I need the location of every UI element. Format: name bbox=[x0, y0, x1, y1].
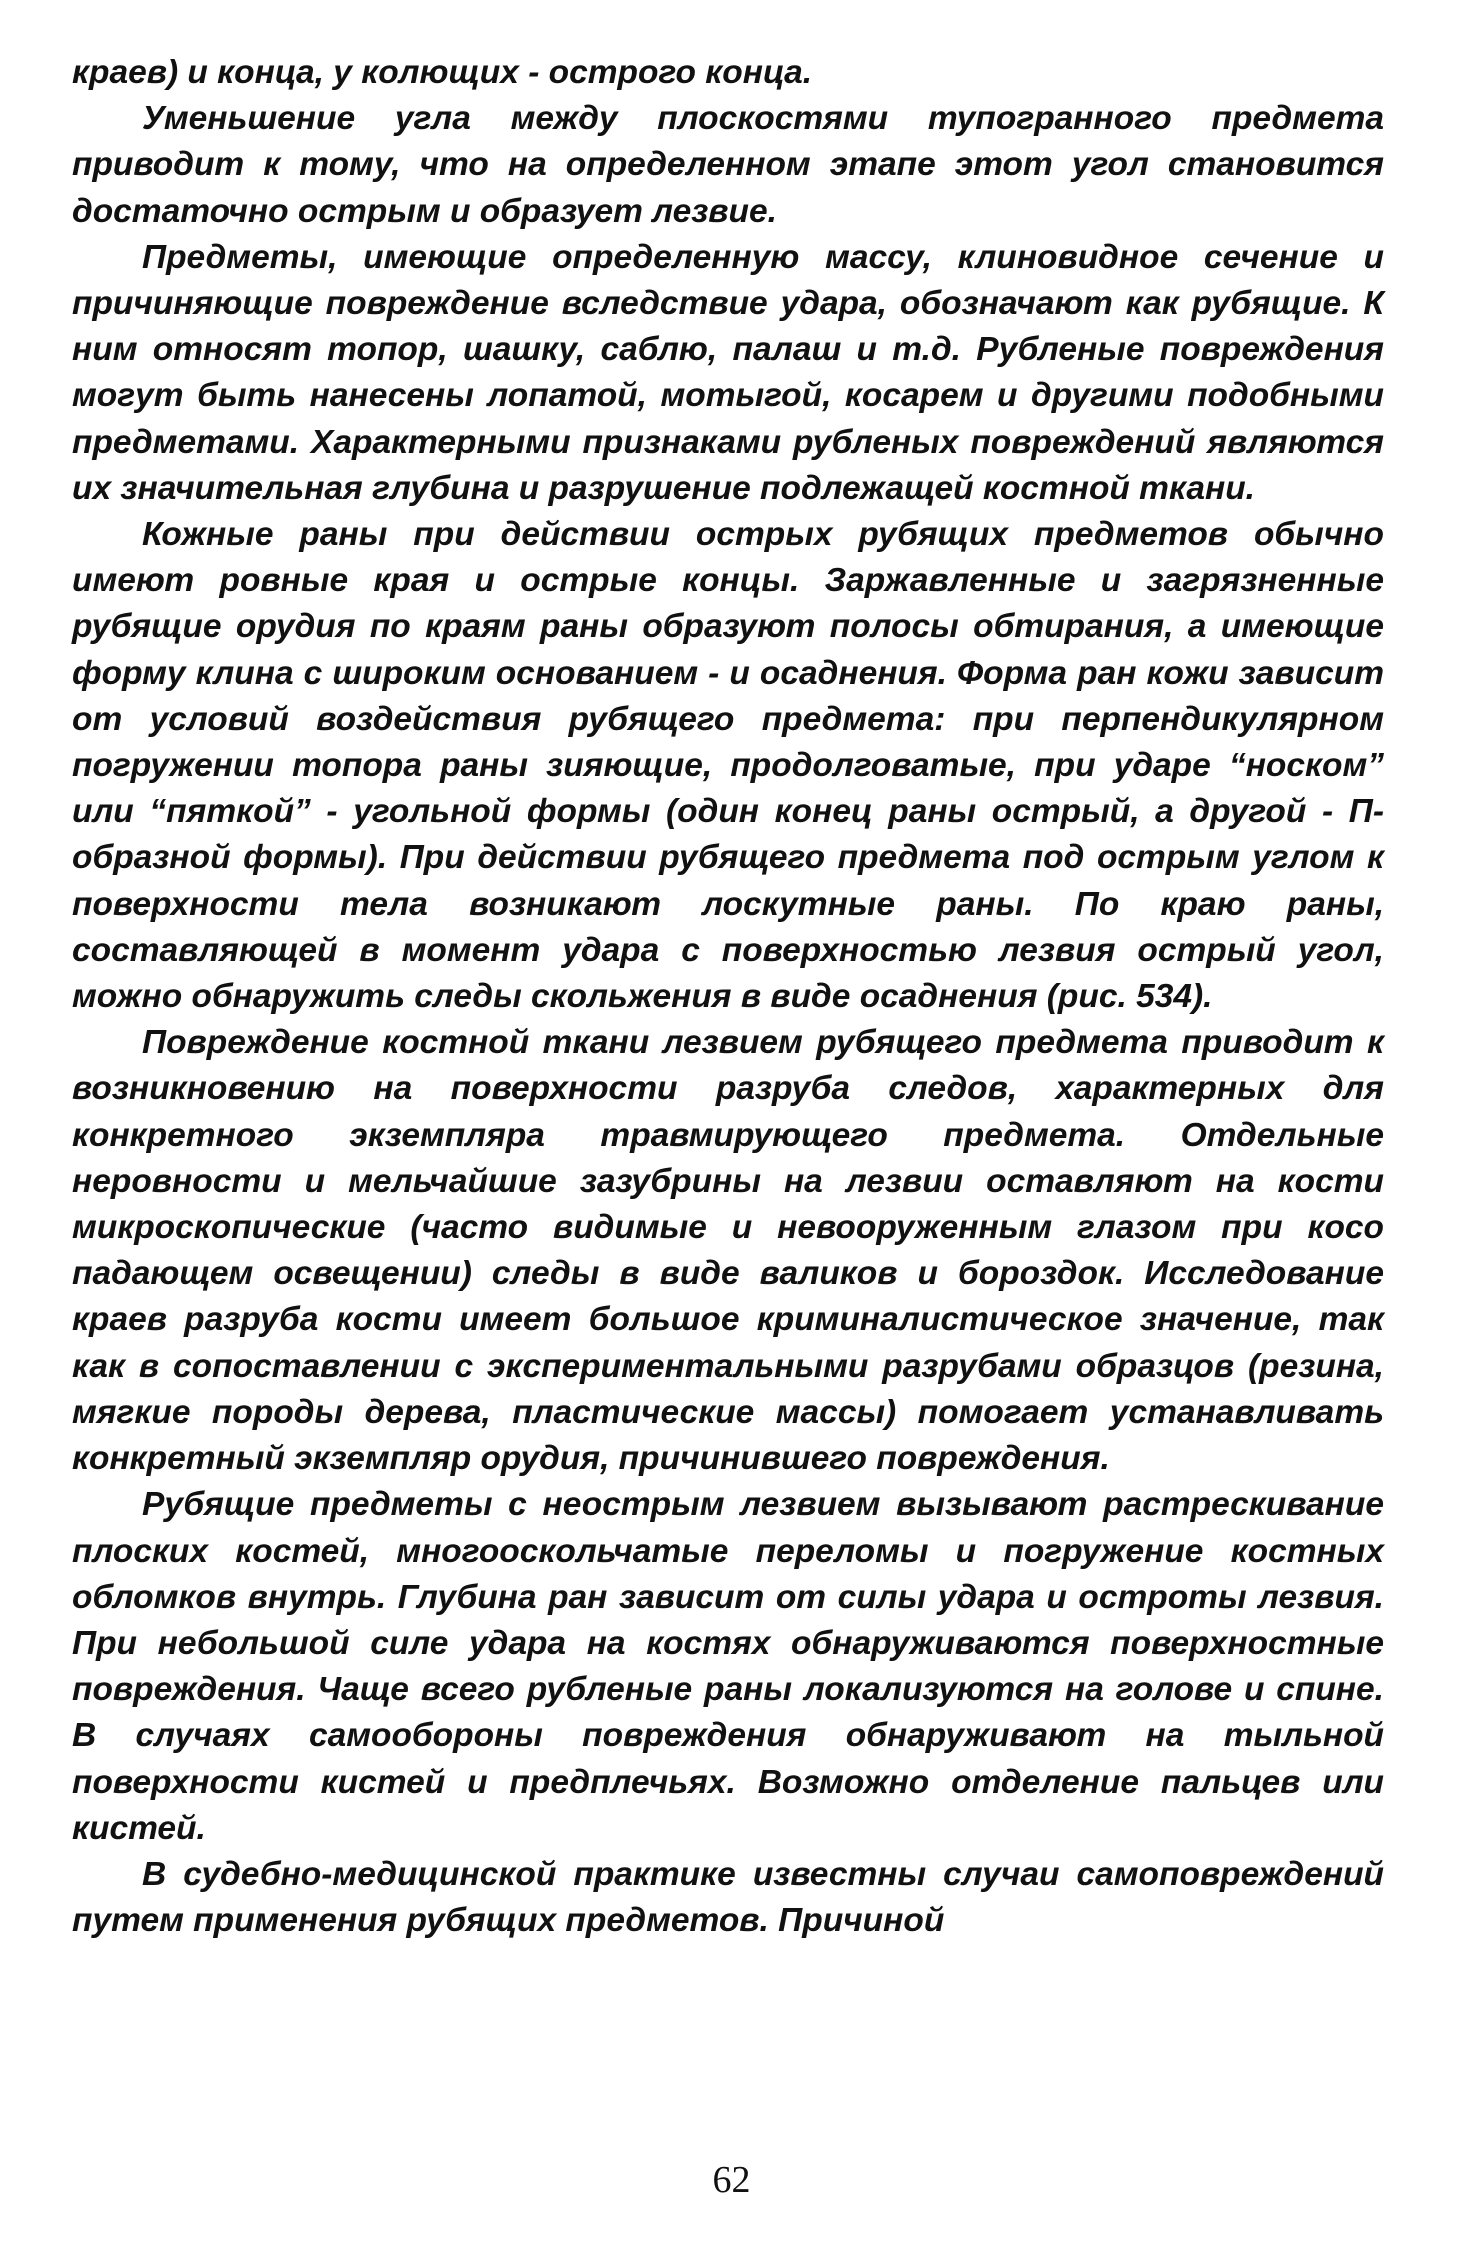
paragraph-chopping-objects: Предметы, имеющие определенную массу, клиновидное сечение и причиняющие повреждение вследствие удара, обозначают как рубящие. К ним относят топор, шашку, саблю, палаш и т.д. Рубленые повреждения могут быть нанесены лопатой, мотыгой, косарем и другими подобными предметами. Характерными признаками рубленых повреждений являются их значительная глубина и разрушение подлежащей костной ткани. bbox=[72, 238, 1384, 507]
paragraph-bone-damage: Повреждение костной ткани лезвием рубящего предмета приводит к возникновению на поверхности разруба следов, характерных для конкретного экземпляра травмирующего предмета. Отдельные неровности и мельчайшие зазубрины на лезвии оставляют на кости микроскопические (часто видимые и невооруженным глазом при косо падающем освещении) следы в виде валиков и бороздок. Исследование краев разруба кости имеет большое криминалистическое значение, так как в сопоставлении с экспериментальными разрубами образцов (резина, мягкие породы дерева, пластические массы) помогает устанавливать конкретный экземпляр орудия, причинившего повреждения. bbox=[72, 1024, 1384, 1478]
paragraph-self-injury: В судебно-медицинской практике известны случаи самоповреждений путем применения рубящих предметов. Причиной bbox=[72, 1855, 1384, 1940]
page-body bbox=[72, 50, 1384, 1944]
paragraph-skin-wounds: Кожные раны при действии острых рубящих предметов обычно имеют ровные края и острые концы. Заржавленные и загрязненные рубящие орудия по краям раны образуют полосы обтирания, а имеющие форму клина с широким основанием - и осаднения. Форма ран кожи зависит от условий воздействия рубящего предмета: при перпендикулярном погружении топора раны зияющие, продолговатые, при ударе “носком” или “пяткой” - угольной формы (один конец раны острый, а другой - П-образной формы). При действии рубящего предмета под острым углом к поверхности тела возникают лоскутные раны. По краю раны, составляющей в момент удара с поверхностью лезвия острый угол, можно обнаружить следы скольжения в виде осаднения (рис. 534). bbox=[72, 516, 1384, 1016]
paragraph-continuation: краев) и конца, у колющих - острого конца. bbox=[72, 54, 813, 91]
paragraph-dull-blade: Рубящие предметы с неострым лезвием вызывают растрескивание плоских костей, многооскольчатые переломы и погружение костных обломков внутрь. Глубина ран зависит от силы удара и остроты лезвия. При небольшой силе удара на костях обнаруживаются поверхностные повреждения. Чаще всего рубленые раны локализуются на голове и спине. В случаях самообороны повреждения обнаруживают на тыльной поверхности кистей и предплечьях. Возможно отделение пальцев или кистей. bbox=[72, 1486, 1384, 1847]
page-number: 62 bbox=[712, 2159, 751, 2201]
paragraph-blade-formation: Уменьшение угла между плоскостями тупогранного предмета приводит к тому, что на определенном этапе этот угол становится достаточно острым и образует лезвие. bbox=[72, 100, 1384, 230]
